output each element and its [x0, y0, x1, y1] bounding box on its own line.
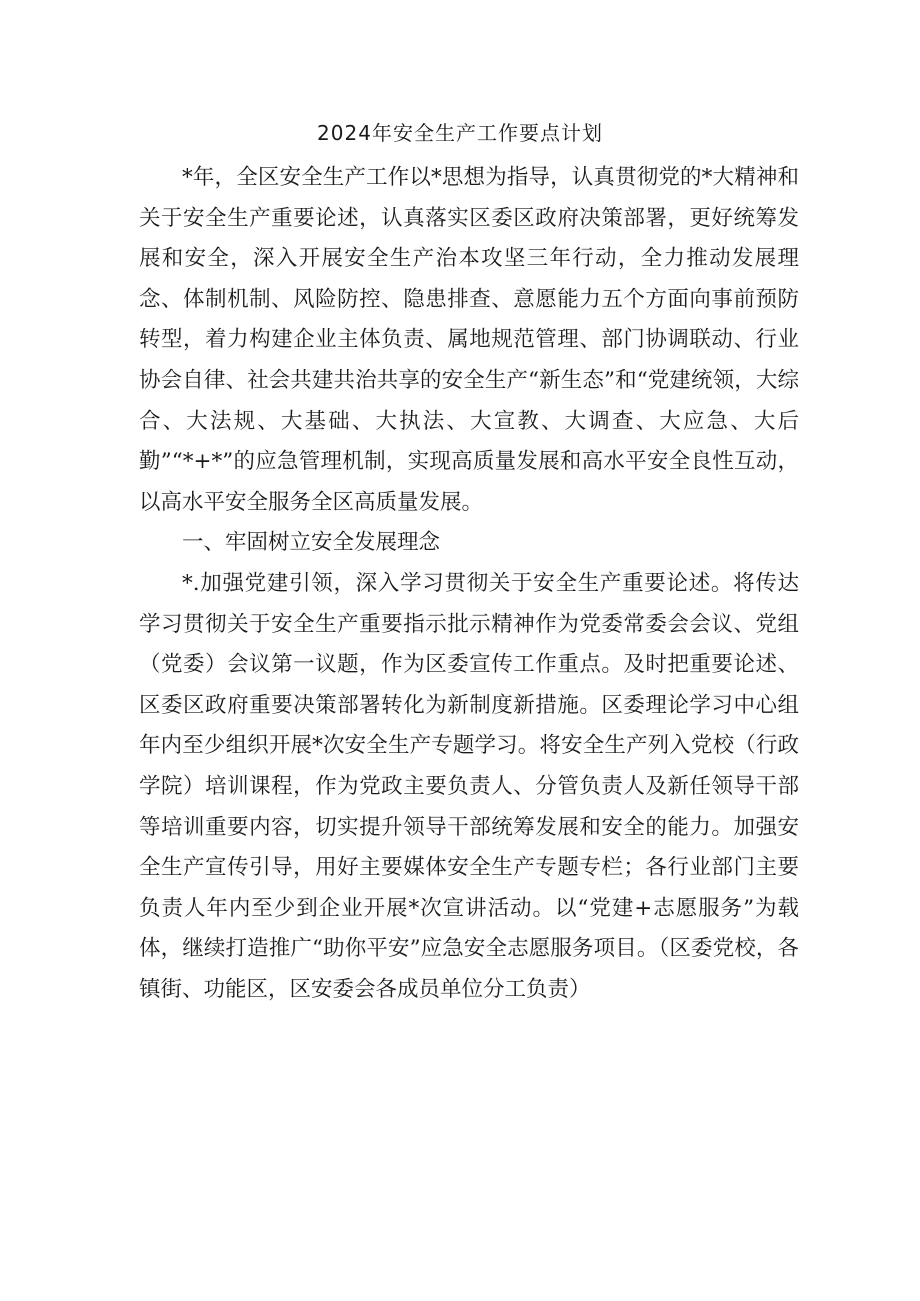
document-title: 2024年安全生产工作要点计划	[317, 121, 603, 145]
document-body	[139, 158, 799, 1010]
intro-paragraph: *年，全区安全生产工作以*思想为指导，认真贯彻党的*大精神和关于安全生产重要论述，认真落实区委区政府决策部署，更好统筹发展和安全，深入开展安全生产治本攻坚三年行动，全力推动发展理念、体制机制、风险防控、隐患排查、意愿能力五个方面向事前预防转型，着力构建企业主体负责、属地规范管理、部门协调联动、行业协会自律、社会共建共治共享的安全生产“新生态”和“党建统领，大综合、大法规、大基础、大执法、大宣教、大调查、大应急、大后勤”“*+*”的应急管理机制，实现高质量发展和高水平安全良性互动，以高水平安全服务全区高质量发展。	[139, 165, 799, 515]
section-heading: 一、牢固树立安全发展理念	[182, 530, 441, 556]
item-paragraph: *.加强党建引领，深入学习贯彻关于安全生产重要论述。将传达学习贯彻关于安全生产重要指示批示精神作为党委常委会会议、党组（党委）会议第一议题，作为区委宣传工作重点。及时把重要论述、区委区政府重要决策部署转化为新制度新措施。区委理论学习中心组年内至少组织开展*次安全生产专题学习。将安全生产列入党校（行政学院）培训课程，作为党政主要负责人、分管负责人及新任领导干部等培训重要内容，切实提升领导干部统筹发展和安全的能力。加强安全生产宣传引导，用好主要媒体安全生产专题专栏；各行业部门主要负责人年内至少到企业开展*次宣讲活动。以“党建+志愿服务”为载体，继续打造推广“助你平安”应急安全志愿服务项目。（区委党校，各镇街、功能区，区安委会各成员单位分工负责）	[139, 570, 799, 1002]
